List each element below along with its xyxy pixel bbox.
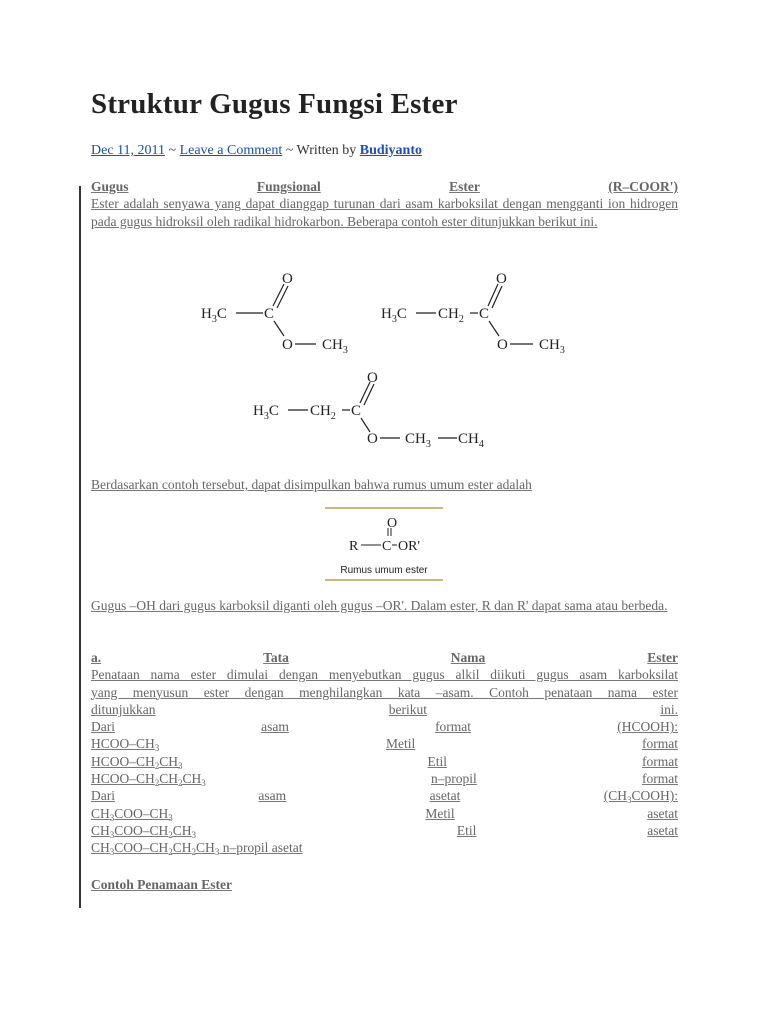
section-body: Ester adalah senyawa yang dapat dianggap turunan dari asam karboksilat dengan mengganti ion hidrogen pada gugus hidroksil oleh radikal hidrokarbon. Beberapa contoh ester ditunjukkan berikut ini. (91, 196, 678, 229)
format-row (91, 735, 678, 752)
atom-label: O (387, 516, 398, 531)
body-line: yang menyusun ester dengan menghilangkan kata –asam. Contoh penataan nama ester (91, 684, 678, 700)
contoh-heading-text: Contoh Penamaan Ester (91, 877, 232, 892)
formula: HCOO–$CH_2CH_2CH_3$ (91, 771, 206, 789)
asetat-row (91, 822, 678, 839)
atom-label: O (282, 271, 293, 287)
word: asetat (429, 788, 461, 804)
word: (HCOOH): (617, 719, 678, 735)
gugus-oh-paragraph (91, 597, 678, 614)
section-heading (91, 649, 678, 666)
ester-structure-3 (250, 368, 484, 454)
heading-word: a. (91, 650, 102, 665)
page-title: Struktur Gugus Fungsi Ester (91, 88, 458, 120)
ester-structure-1 (198, 268, 368, 354)
dari-asetat-line (91, 787, 678, 804)
heading-word: (R–COOR') (608, 179, 678, 194)
word: format (435, 719, 472, 735)
heading-word: Nama (450, 650, 486, 665)
gugus-oh-text: Gugus –OH dari gugus karboksil diganti oleh gugus –OR'. Dalam ester, R dan R' dapat sama atau berbeda. (91, 598, 668, 613)
ester-name: Etil (427, 753, 448, 769)
atom-label: C (264, 306, 275, 322)
body-line: Penataan nama ester dimulai dengan menyebutkan gugus alkil diikuti gugus asam karboksilat (91, 667, 678, 683)
heading-word: Gugus (91, 179, 129, 194)
ester-type: format (641, 736, 678, 752)
atom-label: C (382, 539, 392, 554)
conclusion-line: Berdasarkan contoh tersebut, dapat disimpulkan bahwa rumus umum ester adalah (91, 477, 532, 492)
atom-label: $H_3C$ (381, 306, 407, 325)
atom-label: O (282, 337, 293, 353)
atom-label: O (367, 370, 378, 386)
atom-label: C (351, 403, 362, 419)
written-by-label: ~ Written by (282, 143, 360, 158)
word: Dari (91, 719, 115, 735)
word: asam (261, 719, 289, 735)
ester-name: Metil (386, 736, 416, 752)
atom-label: OR' (398, 539, 420, 554)
ester-structure-2 (378, 268, 578, 354)
atom-label: $CH_2$ (310, 403, 336, 422)
formula: $CH_3COO-CH_2CH_3$ (91, 822, 197, 840)
post-meta (91, 143, 422, 159)
ester-type: asetat (647, 822, 678, 838)
formula: HCOO–$CH_3$ (91, 736, 160, 754)
ester-name: Etil (456, 822, 477, 838)
atom-label: $H_3C$ (201, 306, 227, 325)
section-heading (91, 178, 678, 195)
content-left-border (79, 186, 81, 908)
atom-label: O (367, 431, 378, 447)
dari-format-line (91, 718, 678, 735)
contoh-penamaan-heading (91, 876, 678, 893)
atom-label: $CH_3$ (405, 431, 431, 450)
heading-word: Tata (263, 650, 289, 665)
formula: HCOO–$CH_2CH_3$ (91, 753, 183, 771)
rumus-umum-ester-figure (325, 507, 445, 583)
ester-type: asetat (647, 805, 678, 821)
word: berikut (388, 701, 428, 717)
word: asam (258, 788, 287, 804)
post-date-link[interactable]: Dec 11, 2011 (91, 143, 165, 158)
ester-type: format (642, 753, 678, 769)
conclusion-text (91, 476, 678, 493)
atom-label: $CH_3$ (322, 337, 348, 356)
atom-label: $H_3C$ (253, 403, 279, 422)
format-row (91, 770, 678, 787)
asetat-row-last: $CH_3COO-CH_2CH_2CH_3$ n–propil asetat (91, 840, 303, 858)
leave-comment-link[interactable]: Leave a Comment (179, 143, 283, 158)
atom-label: R (349, 539, 359, 554)
rumus-caption: Rumus umum ester (340, 565, 428, 576)
formula: $CH_3COO-CH_3$ (91, 805, 173, 823)
word: Dari (91, 788, 115, 804)
atom-label: O (496, 271, 507, 287)
ester-type: format (641, 771, 678, 787)
atom-label: C (479, 306, 490, 322)
section-tata-nama (91, 649, 678, 857)
atom-label: $CH_4$ (458, 431, 484, 450)
atom-label: O (497, 337, 508, 353)
section-gugus-fungsional (91, 178, 678, 230)
ester-name: Metil (425, 805, 455, 821)
heading-word: Ester (449, 179, 480, 194)
body-line (91, 701, 678, 718)
word: $(CH_3COOH)$: (603, 788, 678, 806)
heading-word: Ester (647, 650, 678, 665)
word: ditunjukkan (91, 701, 156, 717)
format-row (91, 753, 678, 770)
heading-word: Fungsional (256, 179, 321, 194)
atom-label: $CH_2$ (438, 306, 464, 325)
ester-name: n–propil (431, 771, 477, 787)
word: ini. (660, 701, 678, 717)
author-link[interactable]: Budiyanto (359, 143, 422, 158)
meta-separator: ~ (165, 143, 180, 158)
asetat-row (91, 805, 678, 822)
atom-label: $CH_3$ (539, 337, 565, 356)
